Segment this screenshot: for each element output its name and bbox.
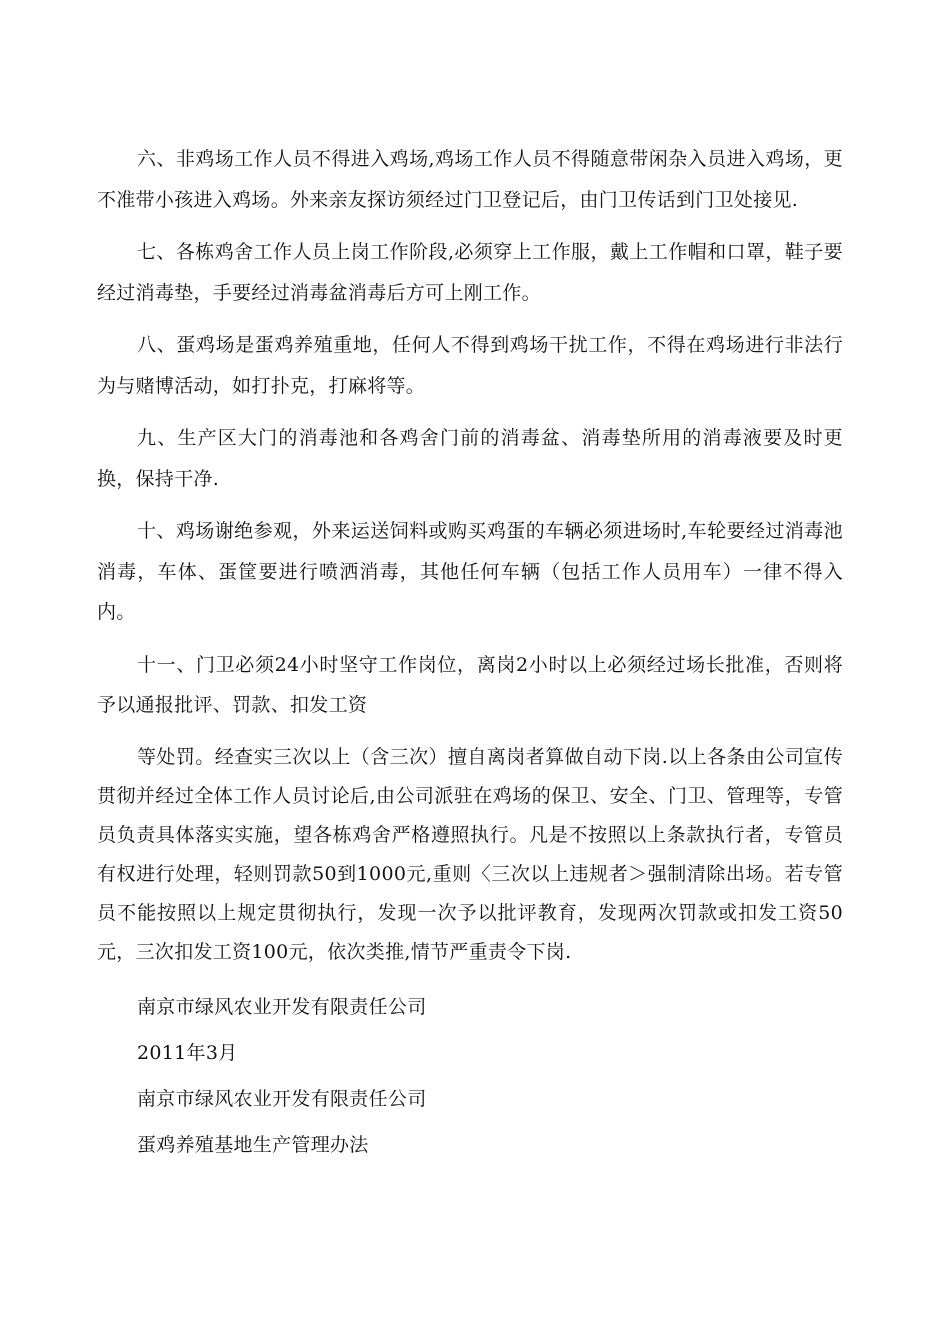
paragraph-continuation: 等处罚。经查实三次以上（含三次）擅自离岗者算做自动下岗.以上各条由公司宣传贯彻并经过全体工作人员讨论后,由公司派驻在鸡场的保卫、安全、门卫、管理等，专管员负责具体落实实施，望各栋鸡舍严格遵照执行。凡是不按照以上条款执行者，专管员有权进行处理，轻则罚款50到1000元,重则〈三次以上违规者＞强制清除出场。若专管员不能按照以上规定贯彻执行，发现一次予以批评教育，发现两次罚款或扣发工资50元，三次扣发工资100元，依次类推,情节严重责令下岗. bbox=[97, 745, 843, 963]
paragraph-7: 七、各栋鸡舍工作人员上岗工作阶段,必须穿上工作服，戴上工作帽和口罩，鞋子要经过消毒垫，手要经过消毒盆消毒后方可上刚工作。 bbox=[97, 241, 843, 304]
paragraph-11: 十一、门卫必须24小时坚守工作岗位，离岗2小时以上必须经过场长批准，否则将予以通报批评、罚款、扣发工资 bbox=[97, 653, 843, 716]
signature-company-repeat: 南京市绿风农业开发有限责任公司 bbox=[137, 1087, 427, 1110]
paragraph-6: 六、非鸡场工作人员不得进入鸡场,鸡场工作人员不得随意带闲杂入员进入鸡场，更不准带小孩进入鸡场。外来亲友探访须经过门卫登记后，由门卫传话到门卫处接见. bbox=[97, 148, 843, 211]
signature-date: 2011年3月 bbox=[137, 1041, 238, 1064]
paragraph-10: 十、鸡场谢绝参观，外来运送饲料或购买鸡蛋的车辆必须进场时,车轮要经过消毒池消毒，车体、蛋筐要进行喷洒消毒，其他任何车辆（包括工作人员用车）一律不得入内。 bbox=[97, 520, 843, 623]
paragraph-9: 九、生产区大门的消毒池和各鸡舍门前的消毒盆、消毒垫所用的消毒液要及时更换，保持干净. bbox=[97, 427, 843, 490]
document-body bbox=[97, 139, 843, 1168]
document-title: 蛋鸡养殖基地生产管理办法 bbox=[137, 1133, 369, 1156]
paragraph-8: 八、蛋鸡场是蛋鸡养殖重地，任何人不得到鸡场干扰工作，不得在鸡场进行非法行为与赌博活动，如打扑克，打麻将等。 bbox=[97, 334, 843, 397]
signature-company: 南京市绿风农业开发有限责任公司 bbox=[137, 995, 427, 1018]
